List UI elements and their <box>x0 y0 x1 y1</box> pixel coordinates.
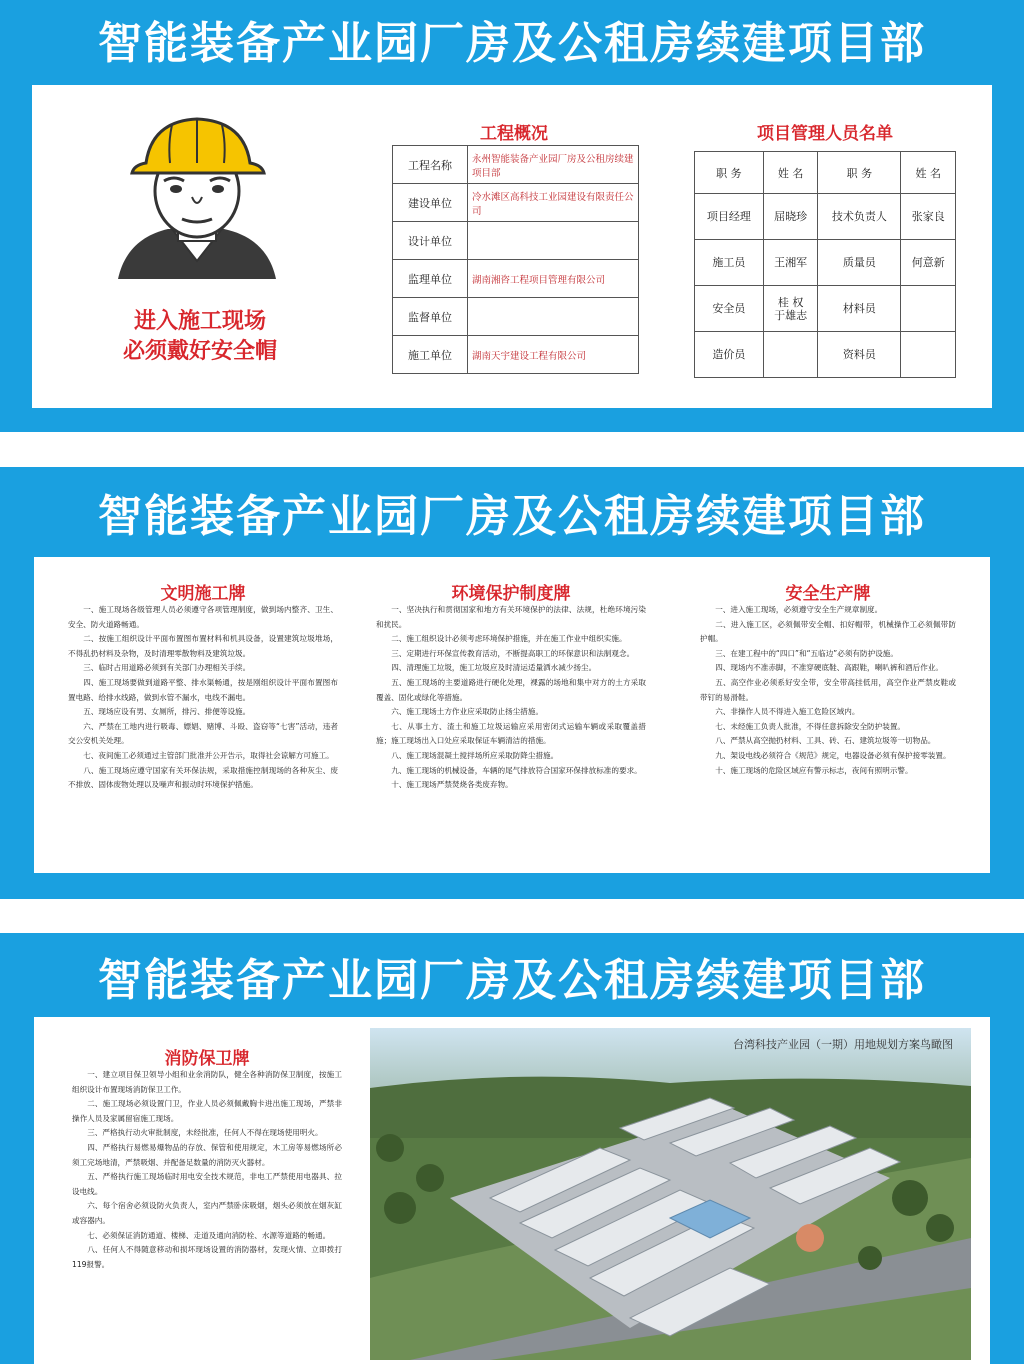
staff-cell: 材料员 <box>818 286 901 332</box>
staff-cell <box>901 286 956 332</box>
rule-item: 四、严格执行易燃易爆物品的存放、保管和使用规定，木工房等易燃场所必须工完场地清，严禁吸烟、并配备足数量的消防灭火器材。 <box>72 1142 342 1167</box>
panel3-title: 智能装备产业园厂房及公租房续建项目部 <box>98 955 926 1006</box>
rule-item: 八、施工现场混凝土搅拌场所应采取防降尘措施。 <box>391 750 559 760</box>
rule-item: 六、严禁在工地内进行吸毒、嫖娼、赌博、斗殴、盗窃等“七害”活动，违者交公安机关处理。 <box>68 721 338 746</box>
rule-item: 三、定期进行环保宣传教育活动，不断提高职工的环保意识和法制观念。 <box>391 648 635 658</box>
staff-cell: 屈晓珍 <box>763 194 818 240</box>
overview-label: 施工单位 <box>393 336 468 374</box>
staff-header-cell: 姓 名 <box>901 152 956 194</box>
overview-row <box>393 184 639 222</box>
rule-item: 四、清理施工垃圾，施工垃圾应及时清运适量洒水减少扬尘。 <box>391 663 597 673</box>
staff-cell: 造价员 <box>695 332 764 378</box>
rule-item: 五、施工现场的主要道路进行硬化处理，裸露的场地和集中对方的土方采取覆盖、固化或绿化等措施。 <box>376 677 646 702</box>
staff-cell: 张家良 <box>901 194 956 240</box>
overview-row <box>393 260 639 298</box>
staff-heading: 项目管理人员名单 <box>757 124 893 144</box>
rule-item: 一、进入施工现场，必须遵守安全生产规章制度。 <box>715 605 883 614</box>
staff-header-cell: 姓 名 <box>763 152 818 194</box>
staff-cell <box>763 332 818 378</box>
overview-row <box>393 222 639 260</box>
rule-item: 九、架设电线必须符合《规范》规定，电器设备必须有保护接零装置。 <box>715 750 951 760</box>
worker-helmet-icon <box>112 111 282 283</box>
staff-row <box>695 332 956 378</box>
staff-row <box>695 286 956 332</box>
staff-cell: 项目经理 <box>695 194 764 240</box>
rule-item: 七、夜间施工必须通过主管部门批准并公开告示，取得社会谅解方可施工。 <box>83 750 334 760</box>
rule-item: 六、每个宿舍必须设防火负责人，室内严禁卧床吸烟，烟头必须放在烟灰缸或容器内。 <box>72 1201 342 1225</box>
rule-item: 二、进入施工区，必须佩带安全帽、扣好帽带，机械操作工必须佩带防护帽。 <box>700 619 956 644</box>
overview-heading: 工程概况 <box>480 124 548 144</box>
safety-heading: 安全生产牌 <box>785 584 871 604</box>
overview-label: 建设单位 <box>393 184 468 222</box>
civil-construction-text <box>68 603 338 793</box>
overview-row <box>393 146 639 184</box>
rule-item: 一、坚决执行和贯彻国家和地方有关环境保护的法律、法规，杜绝环境污染和扰民。 <box>376 605 646 629</box>
staff-row <box>695 194 956 240</box>
staff-cell: 技术负责人 <box>818 194 901 240</box>
staff-table <box>694 151 956 378</box>
staff-cell: 安全员 <box>695 286 764 332</box>
staff-cell: 王湘军 <box>763 240 818 286</box>
overview-label: 监理单位 <box>393 260 468 298</box>
helmet-warning-line2: 必须戴好安全帽 <box>122 339 277 364</box>
staff-cell <box>901 332 956 378</box>
overview-table <box>392 145 639 374</box>
aerial-caption: 台湾科技产业园（一期）用地规划方案鸟瞰图 <box>733 1038 953 1051</box>
overview-label: 设计单位 <box>393 222 468 260</box>
aerial-render <box>370 1028 971 1360</box>
panel1-title: 智能装备产业园厂房及公租房续建项目部 <box>98 18 926 69</box>
overview-value <box>468 222 639 260</box>
overview-value: 冷水滩区高科技工业园建设有限责任公司 <box>468 184 639 222</box>
rule-item: 八、严禁从高空抛扔材料、工具、砖、石、建筑垃圾等一切物品。 <box>715 736 936 746</box>
rule-item: 四、施工现场要做到道路平整、排水渠畅通，按是刚组织设计平面布置图布置电路、给排水线路，做到水管不漏水，电线不漏电。 <box>68 677 338 702</box>
rule-item: 十、施工现场的危险区域应有警示标志，夜间有照明示警。 <box>715 765 913 775</box>
staff-cell: 何意新 <box>901 240 956 286</box>
staff-header-cell: 职 务 <box>695 152 764 194</box>
civil-construction-heading: 文明施工牌 <box>160 584 246 604</box>
panel2-title: 智能装备产业园厂房及公租房续建项目部 <box>98 491 926 542</box>
overview-label: 监督单位 <box>393 298 468 336</box>
rule-item: 三、严格执行动火审批制度，未经批准，任何人不得在现场使用明火。 <box>87 1128 323 1138</box>
rule-item: 二、按施工组织设计平面布置图布置材料和机具设备，设置建筑垃圾堆场，不得乱扔材料及杂物，及时清理零散物料及建筑垃圾。 <box>68 634 338 658</box>
helmet-warning <box>80 307 320 367</box>
panel-project-overview <box>0 0 1024 432</box>
staff-header-cell: 职 务 <box>818 152 901 194</box>
staff-row <box>695 240 956 286</box>
rule-item: 二、施工现场必须设置门卫，作业人员必须佩戴胸卡进出施工现场，严禁非操作人员及家属留宿施工现场。 <box>72 1099 342 1123</box>
environment-text <box>376 603 646 793</box>
environment-heading: 环境保护制度牌 <box>451 584 571 604</box>
staff-cell: 施工员 <box>695 240 764 286</box>
overview-row <box>393 336 639 374</box>
rule-item: 三、在建工程中的“四口”和“五临边”必须有防护设施。 <box>715 648 898 658</box>
rule-item: 一、建立项目保卫领导小组和业余消防队，健全各种消防保卫制度，按施工组织设计布置现场消防保卫工作。 <box>72 1070 342 1094</box>
rule-item: 三、临时占用道路必须到有关部门办理相关手续。 <box>83 663 251 673</box>
rule-item: 四、现场内不准赤脚，不准穿硬底鞋、高跟鞋，喇叭裤和酒后作业。 <box>715 663 943 673</box>
aerial-view-icon <box>370 1028 971 1360</box>
rule-item: 五、严格执行施工现场临时用电安全技术规范，非电工严禁使用电器具、拉设电线。 <box>72 1172 342 1196</box>
rule-item: 六、非操作人员不得进入施工危险区域内。 <box>715 707 860 717</box>
rule-item: 五、现场应设有男、女厕所，排污、排便等设施。 <box>83 707 251 717</box>
staff-cell: 桂 权 于雄志 <box>763 286 818 332</box>
rule-item: 十、施工现场严禁焚烧各类废弃物。 <box>391 780 513 790</box>
staff-cell: 资料员 <box>818 332 901 378</box>
helmet-warning-line1: 进入施工现场 <box>133 309 266 334</box>
overview-value: 永州智能装备产业园厂房及公租房续建项目部 <box>468 146 639 184</box>
rule-item: 六、施工现场土方作业应采取防止扬尘措施。 <box>391 707 544 717</box>
safety-text <box>700 603 956 778</box>
panel1-board <box>32 85 992 408</box>
overview-label: 工程名称 <box>393 146 468 184</box>
overview-value: 湖南湘咨工程项目管理有限公司 <box>468 260 639 298</box>
rule-item: 八、施工现场应遵守国家有关环保法规，采取措施控制现场的各种灰尘、废不排放、固体废物处理以及噪声和振动时环境保护措施。 <box>68 765 338 790</box>
rule-item: 七、从事土方、渣土和施工垃圾运输应采用密闭式运输车辆或采取覆盖措施；施工现场出入口处应采取保证车辆清洁的措施。 <box>376 721 646 746</box>
overview-row <box>393 298 639 336</box>
rule-item: 一、施工现场各级管理人员必须遵守各项管理制度，做到场内整齐、卫生、安全、防火道路畅通。 <box>68 605 338 629</box>
fire-text <box>72 1068 342 1272</box>
overview-value: 湖南天宇建设工程有限公司 <box>468 336 639 374</box>
overview-value <box>468 298 639 336</box>
rule-item: 九、施工现场的机械设备，车辆的尾气排放符合国家环保排放标准的要求。 <box>391 765 642 775</box>
staff-header-row <box>695 152 956 194</box>
fire-heading: 消防保卫牌 <box>164 1049 250 1069</box>
rule-item: 八、任何人不得随意移动和损坏现场设置的消防器材，发现火情、立即拨打119报警。 <box>72 1245 342 1269</box>
rule-item: 七、未经施工负责人批准，不得任意拆除安全防护装置。 <box>715 721 906 731</box>
rule-item: 七、必须保证消防通道、楼梯、走道及通向消防栓、水源等道路的畅通。 <box>87 1230 331 1240</box>
rule-item: 五、高空作业必须系好安全带，安全带高挂低用，高空作业严禁皮鞋或带钉的易滑鞋。 <box>700 677 956 702</box>
rule-item: 二、施工组织设计必须考虑环境保护措施，并在施工作业中组织实施。 <box>391 634 627 644</box>
staff-cell: 质量员 <box>818 240 901 286</box>
